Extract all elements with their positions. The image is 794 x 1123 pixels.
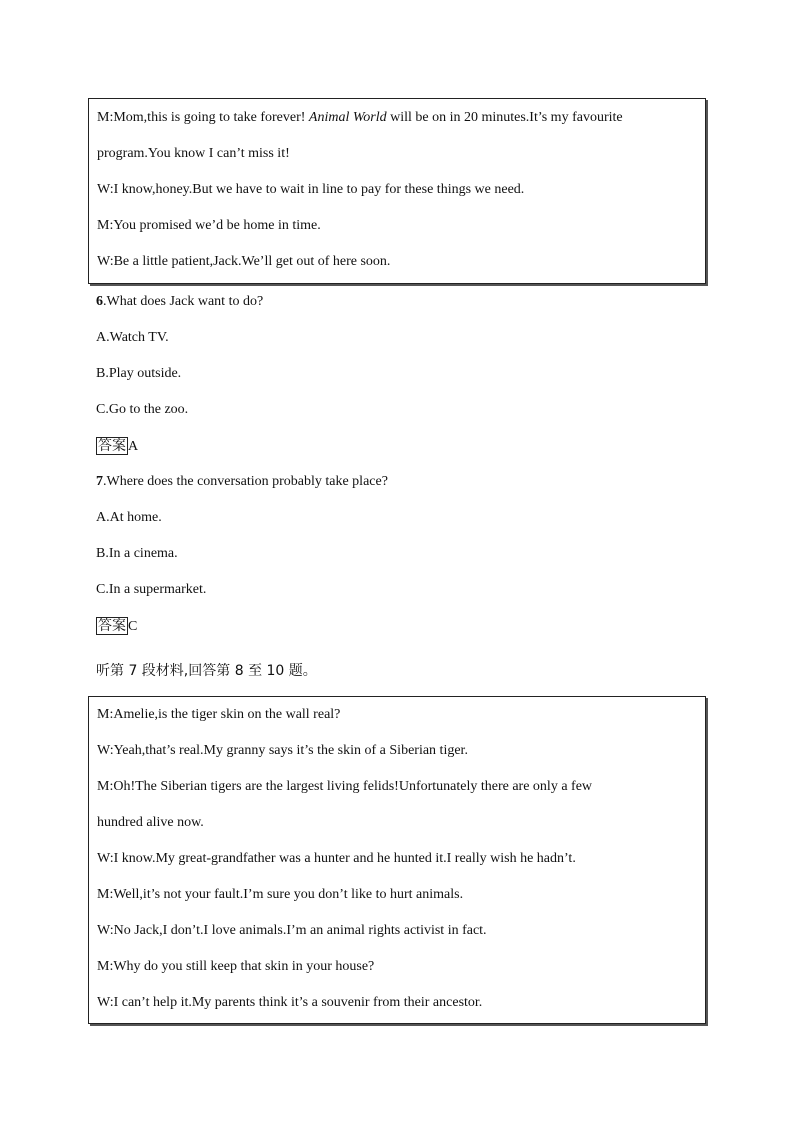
question-7-answer xyxy=(96,617,137,635)
answer-value: A xyxy=(128,439,139,454)
question-7-option-c: C.In a supermarket. xyxy=(96,582,207,597)
dialogue2-line-7: W:No Jack,I don’t.I love animals.I’m an animal rights activist in fact. xyxy=(97,923,487,938)
dialogue1-line-3: W:I know,honey.But we have to wait in line to pay for these things we need. xyxy=(97,182,525,197)
dialogue-box-1 xyxy=(88,98,706,284)
dialogue2-line-6: M:Well,it’s not your fault.I’m sure you don’t like to hurt animals. xyxy=(97,887,464,902)
question-6-answer xyxy=(96,437,138,455)
dialogue1-line-2: program.You know I can’t miss it! xyxy=(97,146,290,161)
question-7 xyxy=(96,474,388,490)
question-6-option-b: B.Play outside. xyxy=(96,366,182,381)
answer-label: 答案 xyxy=(98,438,126,454)
section-header: 听第 7 段材料,回答第 8 至 10 题。 xyxy=(96,663,317,679)
answer-value: C xyxy=(128,619,138,634)
question-6-option-c: C.Go to the zoo. xyxy=(96,402,189,417)
question-6-text: .What does Jack want to do? xyxy=(103,294,264,309)
question-7-option-a: A.At home. xyxy=(96,510,162,525)
question-6-number: 6 xyxy=(96,294,103,309)
question-7-number: 7 xyxy=(96,474,103,489)
dialogue1-line-1 xyxy=(97,110,623,126)
dialogue2-line-9: W:I can’t help it.My parents think it’s a souvenir from their ancestor. xyxy=(97,995,483,1010)
dialogue2-line-4: hundred alive now. xyxy=(97,815,204,830)
dialogue1-line-4: M:You promised we’d be home in time. xyxy=(97,218,321,233)
dialogue1-line-1-pre: M:Mom,this is going to take forever! xyxy=(97,110,309,125)
dialogue1-line-1-post: will be on in 20 minutes.It’s my favourite xyxy=(386,110,623,125)
question-6-option-a: A.Watch TV. xyxy=(96,330,169,345)
dialogue2-line-8: M:Why do you still keep that skin in your house? xyxy=(97,959,375,974)
dialogue2-line-3: M:Oh!The Siberian tigers are the largest living felids!Unfortunately there are only a few xyxy=(97,779,593,794)
answer-label: 答案 xyxy=(98,618,126,634)
question-7-text: .Where does the conversation probably take place? xyxy=(103,474,388,489)
dialogue-box-2 xyxy=(88,696,706,1024)
dialogue1-line-5: W:Be a little patient,Jack.We’ll get out of here soon. xyxy=(97,254,391,269)
dialogue2-line-5: W:I know.My great-grandfather was a hunter and he hunted it.I really wish he hadn’t. xyxy=(97,851,576,866)
dialogue2-line-1: M:Amelie,is the tiger skin on the wall real? xyxy=(97,707,341,722)
program-title: Animal World xyxy=(308,110,387,125)
question-6 xyxy=(96,294,263,310)
question-7-option-b: B.In a cinema. xyxy=(96,546,178,561)
dialogue2-line-2: W:Yeah,that’s real.My granny says it’s the skin of a Siberian tiger. xyxy=(97,743,468,758)
